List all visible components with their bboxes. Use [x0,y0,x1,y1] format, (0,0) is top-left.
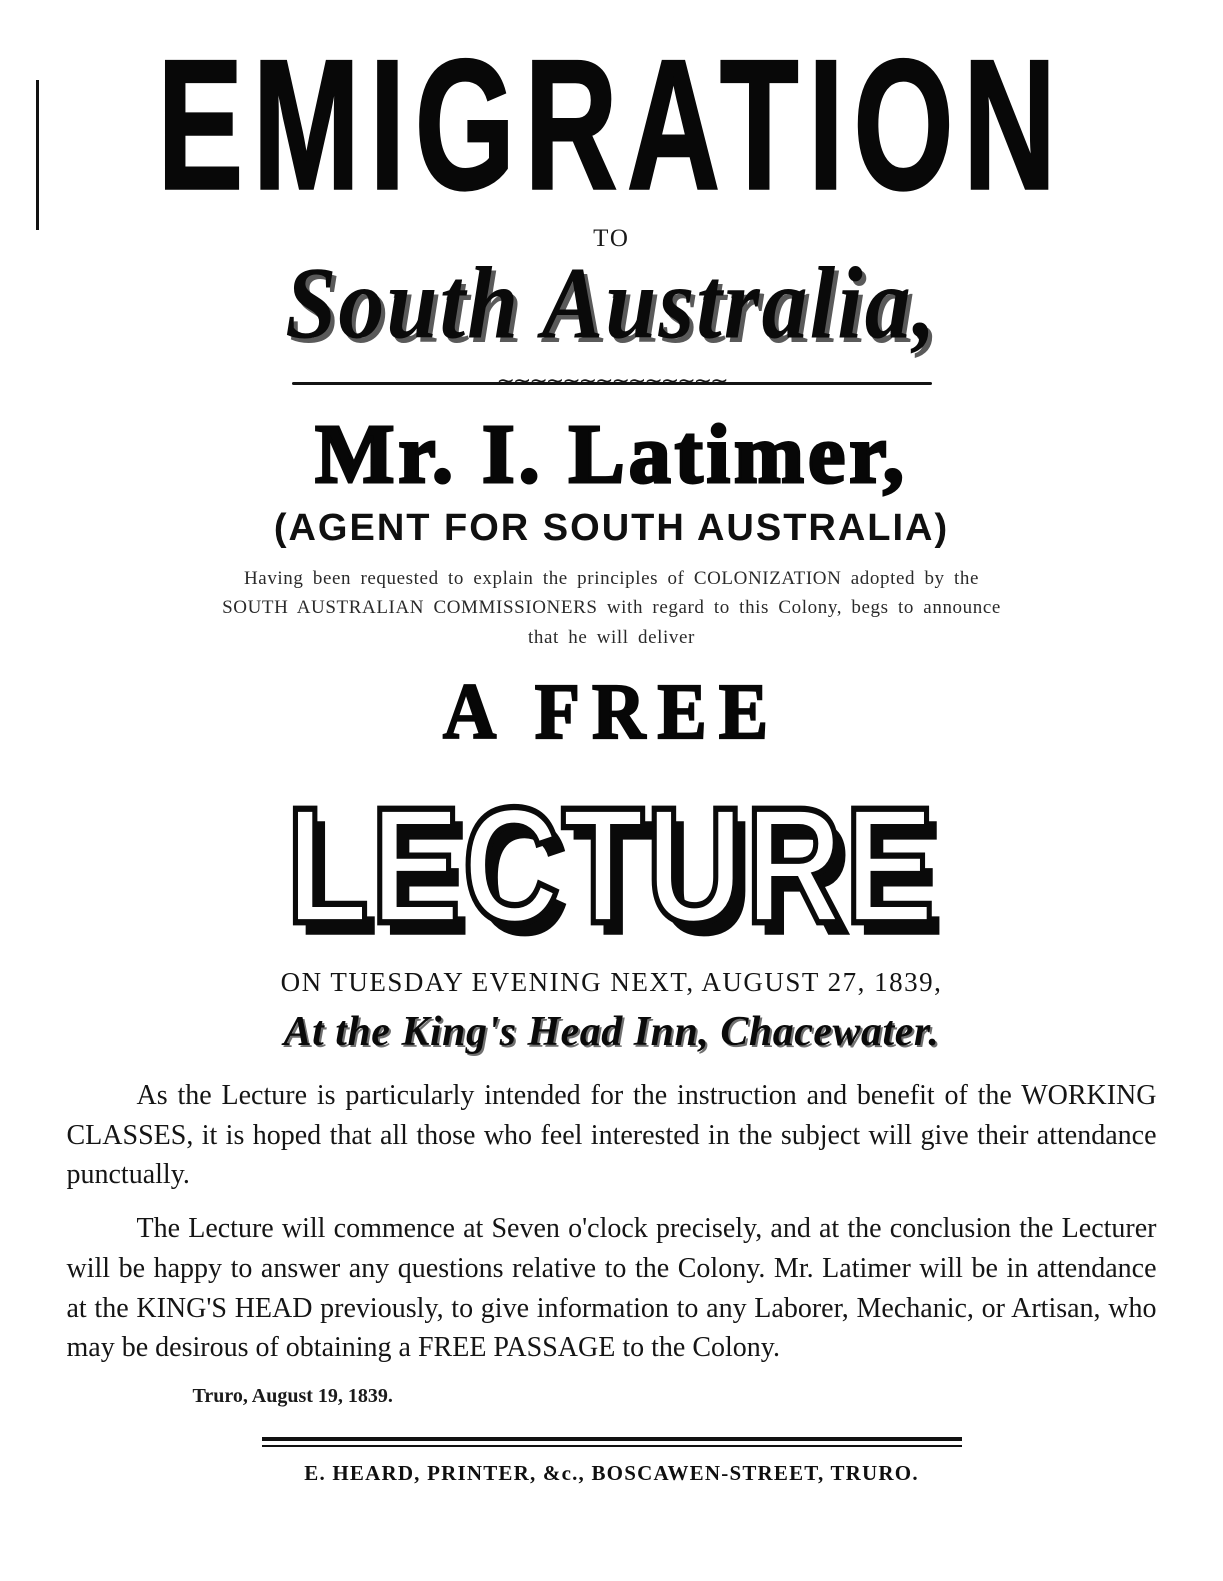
headline-free: A FREE [442,667,781,757]
presenter-role: (AGENT FOR SOUTH AUSTRALIA) [273,506,950,549]
headline-lecture: LECTURE [286,773,937,958]
footer-rule [262,1437,962,1447]
footer-rule-thin [262,1445,962,1447]
printer-imprint: E. HEARD, PRINTER, &c., BOSCAWEN-STREET, TRURO. [304,1460,919,1485]
blurb-line-2: SOUTH AUSTRALIAN COMMISSIONERS with regard to this Colony, begs to announce [222,597,1001,619]
footer-rule-thick [262,1437,962,1441]
word-to: TO [593,224,630,252]
event-venue-line: At the King's Head Inn, Chacewater. [283,1008,940,1055]
body-text [67,1076,1157,1411]
presenter-name: Mr. I. Latimer, [315,407,908,501]
announcement-blurb [67,564,1157,652]
blurb-line-3: that he will deliver [528,626,695,648]
body-paragraph-1: As the Lecture is particularly intended for the instruction and benefit of the WORKING CLASSES, it is hoped that all those who feel interested in the subject will give their attendance punctually. [66,1079,1157,1191]
ornamental-divider [292,371,932,397]
divider-flourish: ~~~~~~~~~~~~~~ [496,370,727,393]
blurb-line-1: Having been requested to explain the principles of COLONIZATION adopted by the [243,567,980,589]
headline-destination: South Australia, [285,245,938,360]
body-paragraph-2: The Lecture will commence at Seven o'clock precisely, and at the conclusion the Lecturer will be happy to answer any questions relative to the Colony. Mr. Latimer will be in attendance at the KING'S HEAD previously, to give information to any Laborer, Mechanic, or Artisan, who may be desirous of obtaining a FREE PASSAGE to the Colony. [66,1213,1157,1364]
dateline-footer: Truro, August 19, 1839. [192,1385,393,1408]
event-date-line: ON TUESDAY EVENING NEXT, AUGUST 27, 1839, [280,966,943,997]
poster-page [0,22,1223,1581]
headline-emigration: EMIGRATION [157,22,1066,229]
